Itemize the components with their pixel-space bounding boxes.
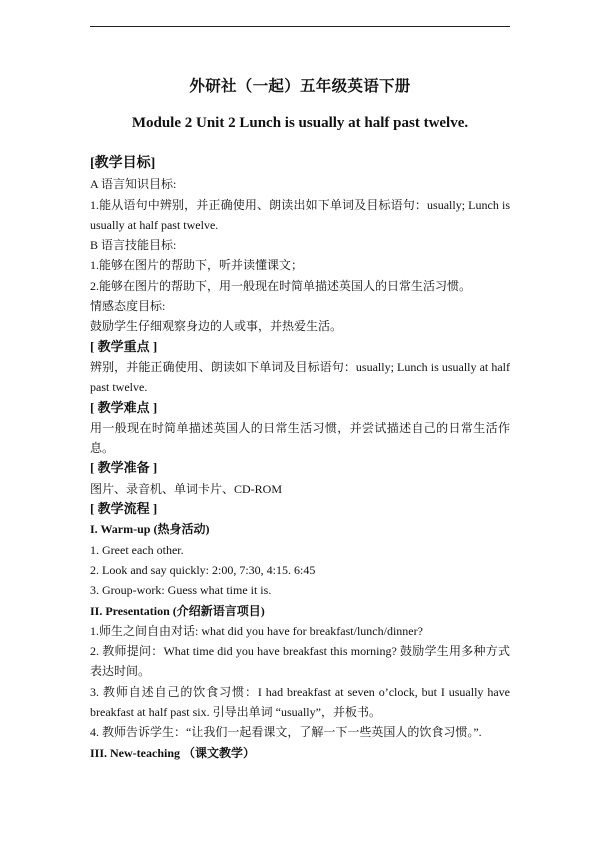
presentation-item-2-line2: 表达时间。 — [90, 664, 151, 679]
goals-b2: 2.能够在图片的帮助下，用一般现在时简单描述英国人的日常生活习惯。 — [90, 278, 472, 293]
warmup-item-3: 3. Group-work: Guess what time it is. — [90, 583, 272, 598]
warmup-item-1: 1. Greet each other. — [90, 542, 184, 557]
key-points-line1: 辨别，并能正确使用、朗读如下单词及目标语句：usually; Lunch is usually at half — [90, 359, 510, 374]
goals-b1: 1.能够在图片的帮助下，听并读懂课文； — [90, 258, 304, 273]
document-subtitle: Module 2 Unit 2 Lunch is usually at half past twelve. — [131, 115, 469, 131]
process-heading: [ 教学流程 ] — [90, 501, 158, 517]
preparation-heading: [ 教学准备 ] — [90, 460, 158, 476]
top-rule — [90, 26, 510, 27]
goals-a-label: A 语言知识目标: — [90, 177, 177, 192]
presentation-item-1: 1.师生之间自由对话: what did you have for breakfast/lunch/dinner? — [90, 623, 423, 638]
presentation-item-4: 4. 教师告诉学生：“让我们一起看课文，了解一下一些英国人的饮食习惯。”. — [90, 725, 482, 740]
presentation-heading: II. Presentation (介绍新语言项目) — [90, 603, 265, 618]
difficulties-heading: [ 教学难点 ] — [90, 399, 158, 415]
goals-a1-line1: 1.能从语句中辨别，并正确使用、朗读出如下单词及目标语句：usually; Lunch is — [90, 197, 510, 212]
goals-b-label: B 语言技能目标: — [90, 238, 177, 253]
difficulties-line2: 息。 — [90, 441, 115, 456]
goals-a1-line2: usually at half past twelve. — [90, 217, 219, 232]
preparation-line1: 图片、录音机、单词卡片、CD-ROM — [90, 481, 283, 496]
warmup-heading: I. Warm-up (热身活动) — [90, 522, 210, 537]
presentation-item-2-line1: 2. 教师提问：What time did you have breakfast this morning? 鼓励学生用多种方式 — [90, 644, 510, 659]
key-points-line2: past twelve. — [90, 380, 148, 395]
goals-heading: [教学目标] — [90, 156, 156, 171]
document-title: 外研社（一起）五年级英语下册 — [189, 78, 411, 95]
document-body — [90, 154, 510, 763]
goals-c-label: 情感态度目标: — [90, 299, 166, 314]
newteaching-heading: III. New-teaching （课文教学） — [90, 745, 255, 760]
difficulties-line1: 用一般现在时简单描述英国人的日常生活习惯，并尝试描述自己的日常生活作 — [90, 420, 510, 435]
goals-c1: 鼓励学生仔细观察身边的人或事，并热爱生活。 — [90, 319, 343, 334]
key-points-heading: [ 教学重点 ] — [90, 338, 158, 354]
presentation-item-3-line2: breakfast at half past six. 引导出单词 “usually”，并板书。 — [90, 705, 381, 720]
warmup-item-2: 2. Look and say quickly: 2:00, 7:30, 4:15. 6:45 — [90, 562, 316, 577]
presentation-item-3-line1: 3. 教师自述自己的饮食习惯：I had breakfast at seven o’clock, but I usually have — [90, 684, 510, 699]
